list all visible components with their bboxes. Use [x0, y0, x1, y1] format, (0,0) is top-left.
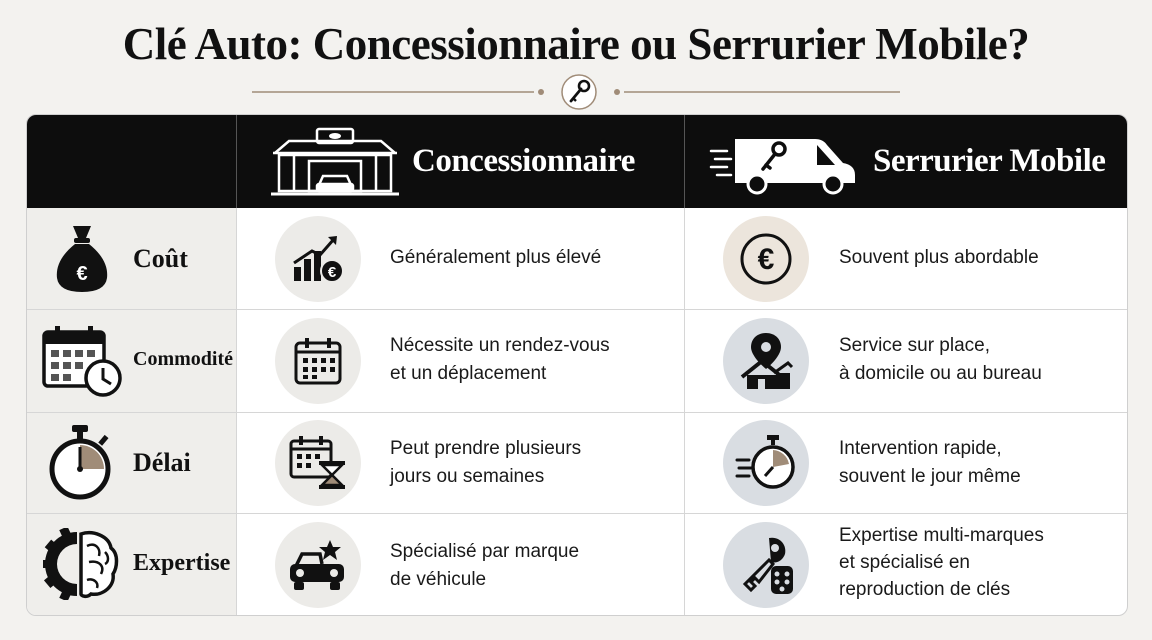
euro-coin-icon [738, 231, 794, 287]
locksmith-van-icon [709, 129, 861, 195]
page-title: Clé Auto: Concessionnaire ou Serrurier Mobile? [122, 19, 1030, 69]
mobile-convenience-text: Service sur place, à domicile ou au bureau [839, 335, 1042, 384]
house-location-pin-icon [738, 331, 794, 391]
title-divider [252, 72, 900, 112]
mobile-icon-badge [723, 216, 809, 302]
dealer-icon-badge [275, 216, 361, 302]
category-label: Expertise [133, 550, 231, 576]
table-row [27, 310, 1127, 412]
category-label: Coût [133, 244, 188, 273]
calendar-clock-icon [41, 324, 123, 398]
category-cell [27, 413, 236, 513]
calendar-icon [293, 336, 343, 386]
dealership-building-icon [269, 123, 401, 199]
table-row [27, 514, 1127, 615]
mobile-icon-badge [723, 522, 809, 608]
key-icon [562, 75, 596, 109]
mobile-cost-text: Souvent plus abordable [839, 247, 1039, 268]
money-bag-euro-icon [53, 222, 111, 294]
dealer-cost-text: Généralement plus élevé [390, 247, 602, 268]
car-key-fob-icon [735, 534, 797, 596]
table-row [27, 208, 1127, 309]
dealer-expertise-text: Spécialisé par marque de véhicule [390, 541, 580, 590]
dealer-icon-badge [275, 420, 361, 506]
calendar-hourglass-icon [289, 435, 347, 491]
svg-text:€: € [76, 263, 88, 285]
category-label: Délai [133, 448, 191, 477]
dealer-delay-text: Peut prendre plusieurs jours ou semaines [390, 438, 582, 487]
mobile-delay-text: Intervention rapide, souvent le jour même [839, 438, 1021, 487]
header-mobile-locksmith: Serrurier Mobile [873, 143, 1106, 179]
mobile-icon-badge [723, 318, 809, 404]
mobile-expertise-text: Expertise multi-marques et spécialisé en reproduction de clés [839, 525, 1044, 600]
header-dealership: Concessionnaire [412, 143, 635, 179]
category-label: Commodité [133, 348, 233, 370]
dealer-icon-badge [275, 318, 361, 404]
chart-rising-euro-icon [290, 233, 346, 285]
svg-text:€: € [327, 264, 337, 281]
stopwatch-icon [47, 423, 113, 503]
table-header [27, 115, 1127, 208]
mobile-icon-badge [723, 420, 809, 506]
car-star-icon [288, 538, 348, 592]
fast-stopwatch-icon [735, 434, 797, 492]
svg-text:€: € [757, 243, 775, 276]
category-cell [27, 208, 236, 309]
dealer-convenience-text: Nécessite un rendez-vous et un déplacement [390, 335, 610, 384]
brain-gear-icon [43, 528, 119, 600]
dealer-icon-badge [275, 522, 361, 608]
table-row [27, 413, 1127, 513]
comparison-table [26, 114, 1128, 616]
